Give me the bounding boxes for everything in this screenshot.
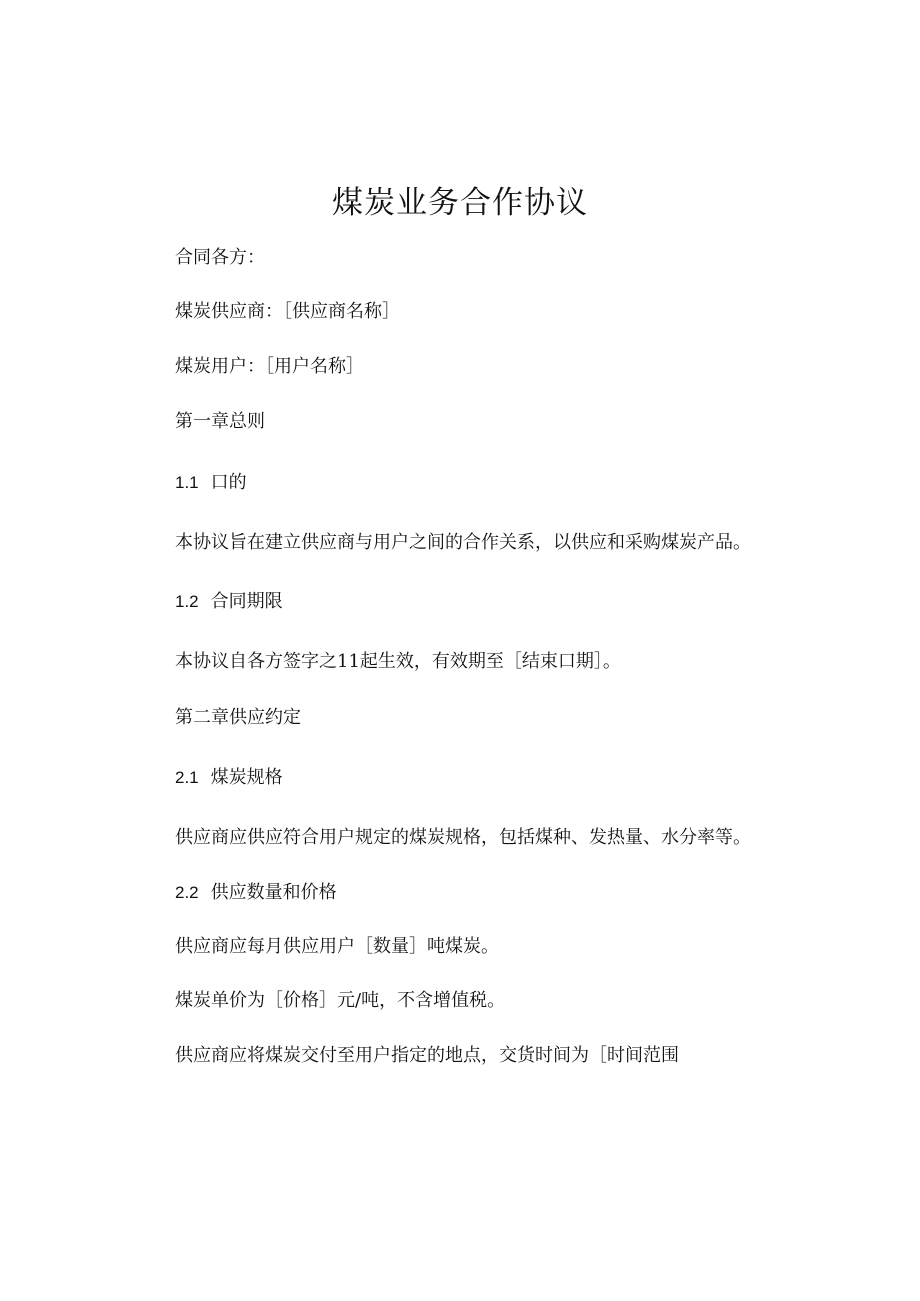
- section-title: 口的: [210, 472, 247, 493]
- section-number: 2.2: [175, 883, 199, 902]
- section-2-1-heading: [175, 765, 283, 791]
- chapter-2-heading: 第二章供应约定: [175, 707, 301, 728]
- section-1-1-text: 本协议旨在建立供应商与用户之间的合作关系，以供应和采购煤炭产品。: [175, 532, 751, 553]
- user-line: 煤炭用户：［用户名称］: [175, 356, 364, 377]
- section-2-2-heading: [175, 880, 337, 906]
- section-1-1-heading: [175, 470, 247, 496]
- supplier-line: 煤炭供应商：［供应商名称］: [175, 301, 400, 322]
- section-title: 供应数量和价格: [210, 882, 337, 903]
- section-title: 煤炭规格: [210, 767, 283, 788]
- section-title: 合同期限: [210, 591, 283, 612]
- section-1-2-text: 本协议自各方签字之11起生效，有效期至［结束口期］。: [175, 651, 621, 672]
- section-number: 2.1: [175, 768, 199, 787]
- section-2-2-text-2: 煤炭单价为［价格］元/吨，不含增值税。: [175, 990, 506, 1011]
- section-2-2-text-1: 供应商应每月供应用户［数量］吨煤炭。: [175, 936, 499, 957]
- chapter-1-heading: 第一章总则: [175, 411, 265, 432]
- section-2-2-text-3: 供应商应将煤炭交付至用户指定的地点，交货时间为［时间范围: [175, 1045, 679, 1066]
- section-1-2-heading: [175, 589, 283, 615]
- section-number: 1.2: [175, 592, 199, 611]
- parties-heading: 合同各方：: [175, 247, 265, 268]
- section-number: 1.1: [175, 473, 199, 492]
- document-title: 煤炭业务合作协议: [332, 185, 588, 221]
- section-2-1-text: 供应商应供应符合用户规定的煤炭规格，包括煤种、发热量、水分率等。: [175, 827, 751, 848]
